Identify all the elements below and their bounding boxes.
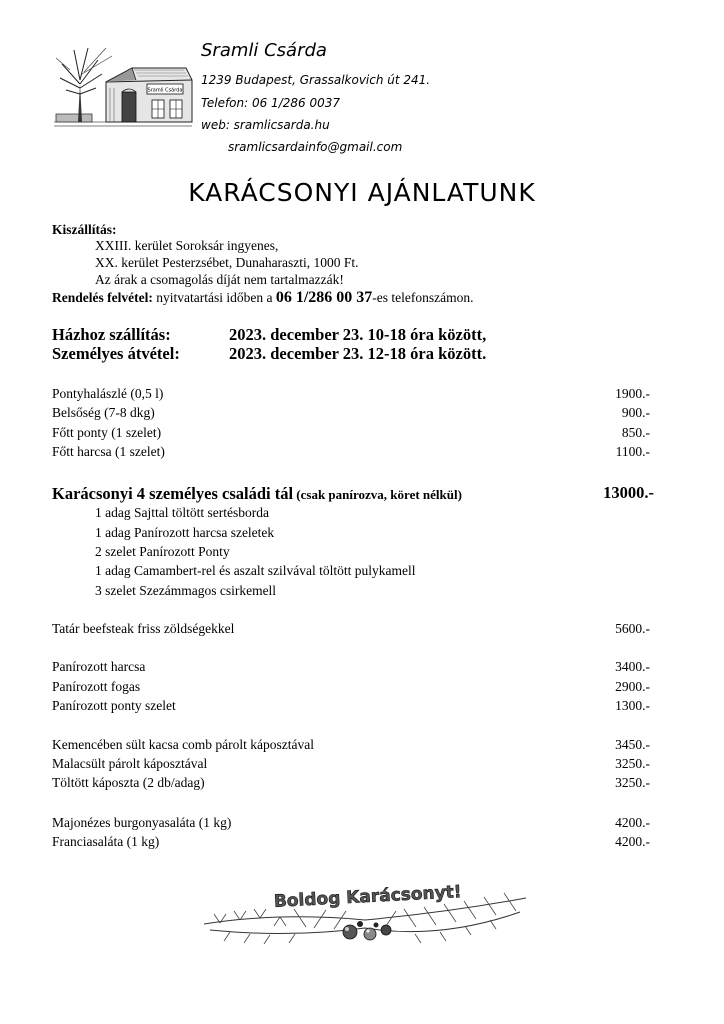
menu-item-price: 3450.- bbox=[615, 737, 650, 752]
order-text: nyitvatartási időben a bbox=[152, 290, 276, 305]
christmas-greeting-banner bbox=[200, 868, 530, 950]
platter-item: 2 szelet Panírozott Ponty bbox=[95, 544, 230, 559]
menu-item-price: 3250.- bbox=[615, 756, 650, 771]
family-platter-name: Karácsonyi 4 személyes családi tál bbox=[52, 484, 294, 503]
menu-item-price: 1300.- bbox=[615, 698, 650, 713]
platter-item: 1 adag Panírozott harcsa szeletek bbox=[95, 525, 275, 540]
restaurant-name: Sramli Csárda bbox=[201, 40, 327, 61]
menu-item-price: 1100.- bbox=[615, 444, 650, 459]
menu-item-price: 4200.- bbox=[615, 815, 650, 830]
order-suffix: -es telefonszámon. bbox=[372, 290, 474, 305]
family-platter-price: 13000.- bbox=[603, 483, 654, 502]
menu-item-name: Majonézes burgonyasaláta (1 kg) bbox=[52, 815, 232, 830]
delivery-line-1: XXIII. kerület Soroksár ingyenes, bbox=[95, 238, 279, 253]
menu-item-name: Franciasaláta (1 kg) bbox=[52, 834, 160, 849]
menu-item-price: 1900.- bbox=[615, 386, 650, 401]
menu-item-price: 900.- bbox=[621, 405, 650, 420]
menu-item-price: 3400.- bbox=[615, 659, 650, 674]
menu-item-name: Főtt ponty (1 szelet) bbox=[52, 425, 162, 440]
menu-item-name: Panírozott fogas bbox=[52, 679, 141, 694]
menu-item-name: Kemencében sült kacsa comb párolt káposztával bbox=[52, 737, 315, 752]
logo-sign-text: Sramli Csárda bbox=[147, 87, 183, 94]
page-title: KARÁCSONYI AJÁNLATUNK bbox=[188, 178, 536, 207]
menu-item-name: Panírozott harcsa bbox=[52, 659, 146, 674]
pickup-label: Személyes átvétel: bbox=[52, 344, 180, 363]
platter-item: 1 adag Camambert-rel és aszalt szilvával töltött pulykamell bbox=[95, 563, 416, 578]
home-delivery-value: 2023. december 23. 10-18 óra között, bbox=[229, 325, 487, 344]
menu-item-price: 2900.- bbox=[615, 679, 650, 694]
menu-item-name: Tatár beefsteak friss zöldségekkel bbox=[52, 621, 235, 636]
greeting-text: Boldog Karácsonyt! bbox=[273, 882, 463, 912]
menu-item-name: Malacsült párolt káposztával bbox=[52, 756, 208, 771]
menu-item-price: 4200.- bbox=[615, 834, 650, 849]
order-label: Rendelés felvétel: bbox=[52, 290, 153, 305]
menu-item-name: Panírozott ponty szelet bbox=[52, 698, 176, 713]
menu-item-name: Belsőség (7-8 dkg) bbox=[52, 405, 155, 420]
restaurant-building-logo bbox=[52, 44, 194, 130]
menu-item-price: 5600.- bbox=[615, 621, 650, 636]
delivery-label: Kiszállítás: bbox=[52, 222, 117, 237]
menu-item-name: Pontyhalászlé (0,5 l) bbox=[52, 386, 164, 401]
restaurant-address: 1239 Budapest, Grassalkovich út 241. bbox=[201, 73, 431, 87]
order-info bbox=[52, 289, 473, 307]
restaurant-web: web: sramlicsarda.hu bbox=[201, 118, 330, 132]
home-delivery-label: Házhoz szállítás: bbox=[52, 325, 171, 344]
menu-item-price: 850.- bbox=[621, 425, 650, 440]
menu-item-name: Főtt harcsa (1 szelet) bbox=[52, 444, 165, 459]
menu-item-price: 3250.- bbox=[615, 775, 650, 790]
platter-item: 3 szelet Szezámmagos csirkemell bbox=[95, 583, 277, 598]
menu-item-name: Töltött káposzta (2 db/adag) bbox=[52, 775, 205, 790]
order-phone: 06 1/286 00 37 bbox=[275, 289, 373, 306]
platter-item: 1 adag Sajttal töltött sertésborda bbox=[95, 505, 269, 520]
family-platter-note: (csak panírozva, köret nélkül) bbox=[293, 487, 462, 502]
restaurant-email: sramlicsardainfo@gmail.com bbox=[228, 140, 403, 154]
restaurant-phone: Telefon: 06 1/286 0037 bbox=[201, 96, 340, 110]
family-platter-title bbox=[52, 484, 462, 504]
delivery-line-2: XX. kerület Pesterzsébet, Dunaharaszti, 1000 Ft. bbox=[95, 255, 359, 270]
delivery-line-3: Az árak a csomagolás díját nem tartalmazzák! bbox=[95, 272, 344, 287]
pickup-value: 2023. december 23. 12-18 óra között. bbox=[229, 344, 487, 363]
